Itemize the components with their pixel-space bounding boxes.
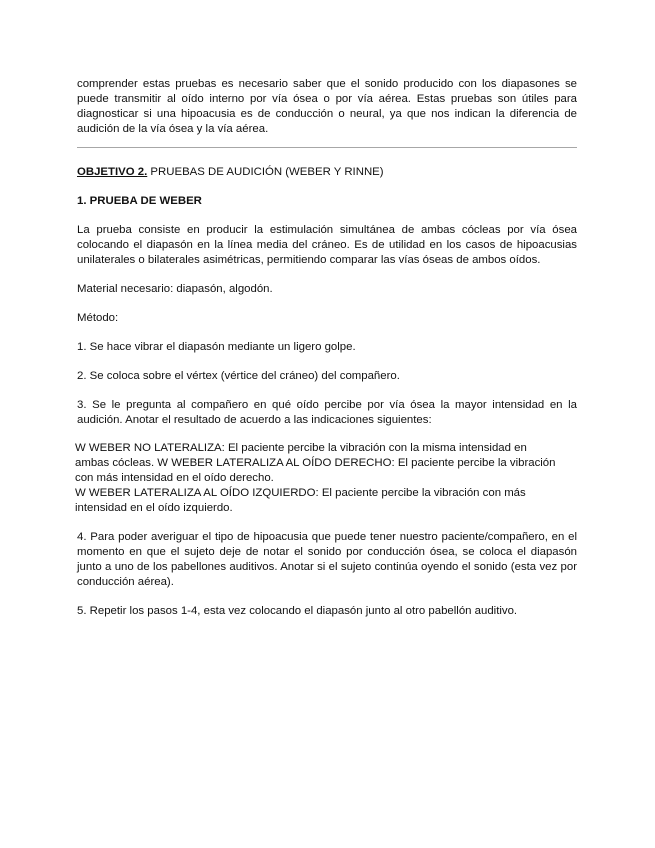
material-text: Material necesario: diapasón, algodón. xyxy=(77,283,273,295)
objective-label: OBJETIVO 2. xyxy=(77,166,148,178)
result-line: con más intensidad en el oído derecho. xyxy=(75,472,274,484)
method-label: Método: xyxy=(77,312,119,324)
section-divider xyxy=(77,147,577,148)
result-line: W WEBER NO LATERALIZA: El paciente percibe la vibración con la misma intensidad en xyxy=(75,442,527,454)
weber-results-list xyxy=(75,441,577,516)
objective-title: PRUEBAS DE AUDICIÓN (WEBER Y RINNE) xyxy=(147,166,384,178)
result-line: W WEBER LATERALIZA AL OÍDO IZQUIERDO: El paciente percibe la vibración con más xyxy=(75,487,526,499)
step-4: 4. Para poder averiguar el tipo de hipoacusia que puede tener nuestro paciente/compañero, en el momento en que el sujeto deje de notar el sonido por conducción ósea, se coloca el diapasón junto a uno de los pabellones auditivos. Anotar si el sujeto continúa oyendo el sonido (esta vez por conducción aérea). xyxy=(77,531,577,588)
step-1: 1. Se hace vibrar el diapasón mediante un ligero golpe. xyxy=(77,341,356,353)
result-line: ambas cócleas. W WEBER LATERALIZA AL OÍDO DERECHO: El paciente percibe la vibración xyxy=(75,457,556,469)
intro-paragraph: comprender estas pruebas es necesario saber que el sonido producido con los diapasones se puede transmitir al oído interno por vía ósea o por vía aérea. Estas pruebas son útiles para diagnosticar si una hipoacusia es de conducción o neural, ya que nos indican la diferencia de audición de la vía ósea y la vía aérea. xyxy=(77,78,577,135)
document-page xyxy=(77,77,577,619)
step-2: 2. Se coloca sobre el vértex (vértice del cráneo) del compañero. xyxy=(77,370,400,382)
weber-description: La prueba consiste en producir la estimulación simultánea de ambas cócleas por vía ósea colocando el diapasón en la línea media del cráneo. Es de utilidad en los casos de hipoacusias unilaterales o bilaterales asimétricas, permitiendo comparar las vías óseas de ambos oídos. xyxy=(77,224,577,266)
objective-heading xyxy=(77,165,577,180)
step-5: 5. Repetir los pasos 1-4, esta vez colocando el diapasón junto al otro pabellón auditivo. xyxy=(77,605,518,617)
step-3: 3. Se le pregunta al compañero en qué oído percibe por vía ósea la mayor intensidad en la audición. Anotar el resultado de acuerdo a las indicaciones siguientes: xyxy=(77,399,577,426)
weber-heading: 1. PRUEBA DE WEBER xyxy=(77,195,202,207)
result-line: intensidad en el oído izquierdo. xyxy=(75,502,233,514)
